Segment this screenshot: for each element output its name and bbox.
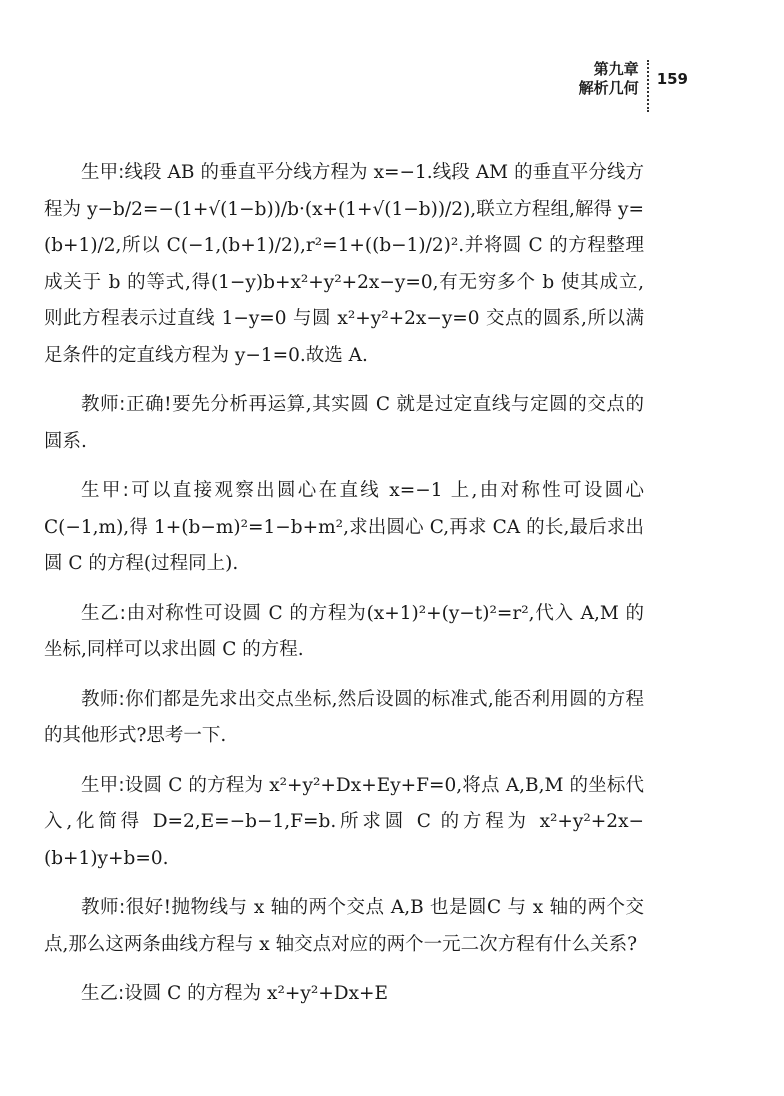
speaker-label: 生甲: bbox=[81, 480, 129, 501]
speaker-label: 生乙: bbox=[81, 602, 126, 624]
page-number: 159 bbox=[656, 70, 688, 88]
paragraph-4 bbox=[44, 596, 644, 669]
page-edge-fade bbox=[360, 1040, 784, 1096]
speaker-label: 生甲: bbox=[81, 774, 125, 796]
paragraph-text: 线段 AB 的垂直平分线方程为 x=−1.线段 AM 的垂直平分线方程为 y−b/2=−(1+√(1−b))/b·(x+(1+√(1−b))/2),联立方程组,解得 y=(b+1)/2,所以 C(−1,(b+1)/2),r²=1+((b−1)/2)².并将圆 C 的方程整理成关于 b 的等式,得(1−y)b+x²+y²+2x−y=0,有无穷多个 b 使其成立,则此方程表示过直线 1−y=0 与圆 x²+y²+2x−y=0 交点的圆系,所以满足条件的定直线方程为 y−1=0.故选 A. bbox=[44, 162, 645, 366]
paragraph-text: 正确!要先分析再运算,其实圆 C 就是过定直线与定圆的交点的圆系. bbox=[44, 394, 645, 452]
speaker-label: 生乙: bbox=[81, 983, 125, 1004]
section-label: 解析几何 bbox=[578, 79, 639, 97]
paragraph-text: 很好!抛物线与 x 轴的两个交点 A,B 也是圆C 与 x 轴的两个交点,那么这两条曲线方程与 x 轴交点对应的两个一元二次方程有什么关系? bbox=[44, 897, 645, 955]
paragraph-7 bbox=[44, 890, 644, 963]
paragraph-1 bbox=[44, 155, 644, 374]
page-header bbox=[579, 60, 688, 112]
chapter-label: 第九章 bbox=[593, 60, 639, 78]
speaker-label: 教师: bbox=[81, 897, 126, 918]
paragraph-text: 由对称性可设圆 C 的方程为(x+1)²+(y−t)²=r²,代入 A,M 的坐标,同样可以求出圆 C 的方程. bbox=[44, 602, 644, 660]
paragraph-text: 可以直接观察出圆心在直线 x=−1 上,由对称性可设圆心 C(−1,m),得 1+(b−m)²=1−b+m²,求出圆心 C,再求 CA 的长,最后求出圆 C 的方程(过程同上). bbox=[44, 480, 644, 574]
speaker-label: 教师: bbox=[81, 394, 126, 415]
paragraph-text: 设圆 C 的方程为 x²+y²+Dx+E bbox=[124, 983, 389, 1004]
paragraph-2 bbox=[44, 387, 644, 460]
main-text bbox=[44, 155, 644, 1026]
running-head bbox=[579, 60, 647, 98]
speaker-label: 生甲: bbox=[81, 162, 125, 183]
paragraph-8 bbox=[44, 976, 644, 1013]
paragraph-5 bbox=[44, 682, 644, 755]
paragraph-6 bbox=[44, 768, 644, 878]
paragraph-text: 你们都是先求出交点坐标,然后设圆的标准式,能否利用圆的方程的其他形式?思考一下. bbox=[44, 688, 645, 746]
speaker-label: 教师: bbox=[81, 688, 125, 710]
paragraph-3 bbox=[44, 473, 644, 583]
paragraph-text: 设圆 C 的方程为 x²+y²+Dx+Ey+F=0,将点 A,B,M 的坐标代入,化简得 D=2,E=−b−1,F=b.所求圆 C 的方程为 x²+y²+2x−(b+1)y+b=0. bbox=[44, 774, 645, 869]
